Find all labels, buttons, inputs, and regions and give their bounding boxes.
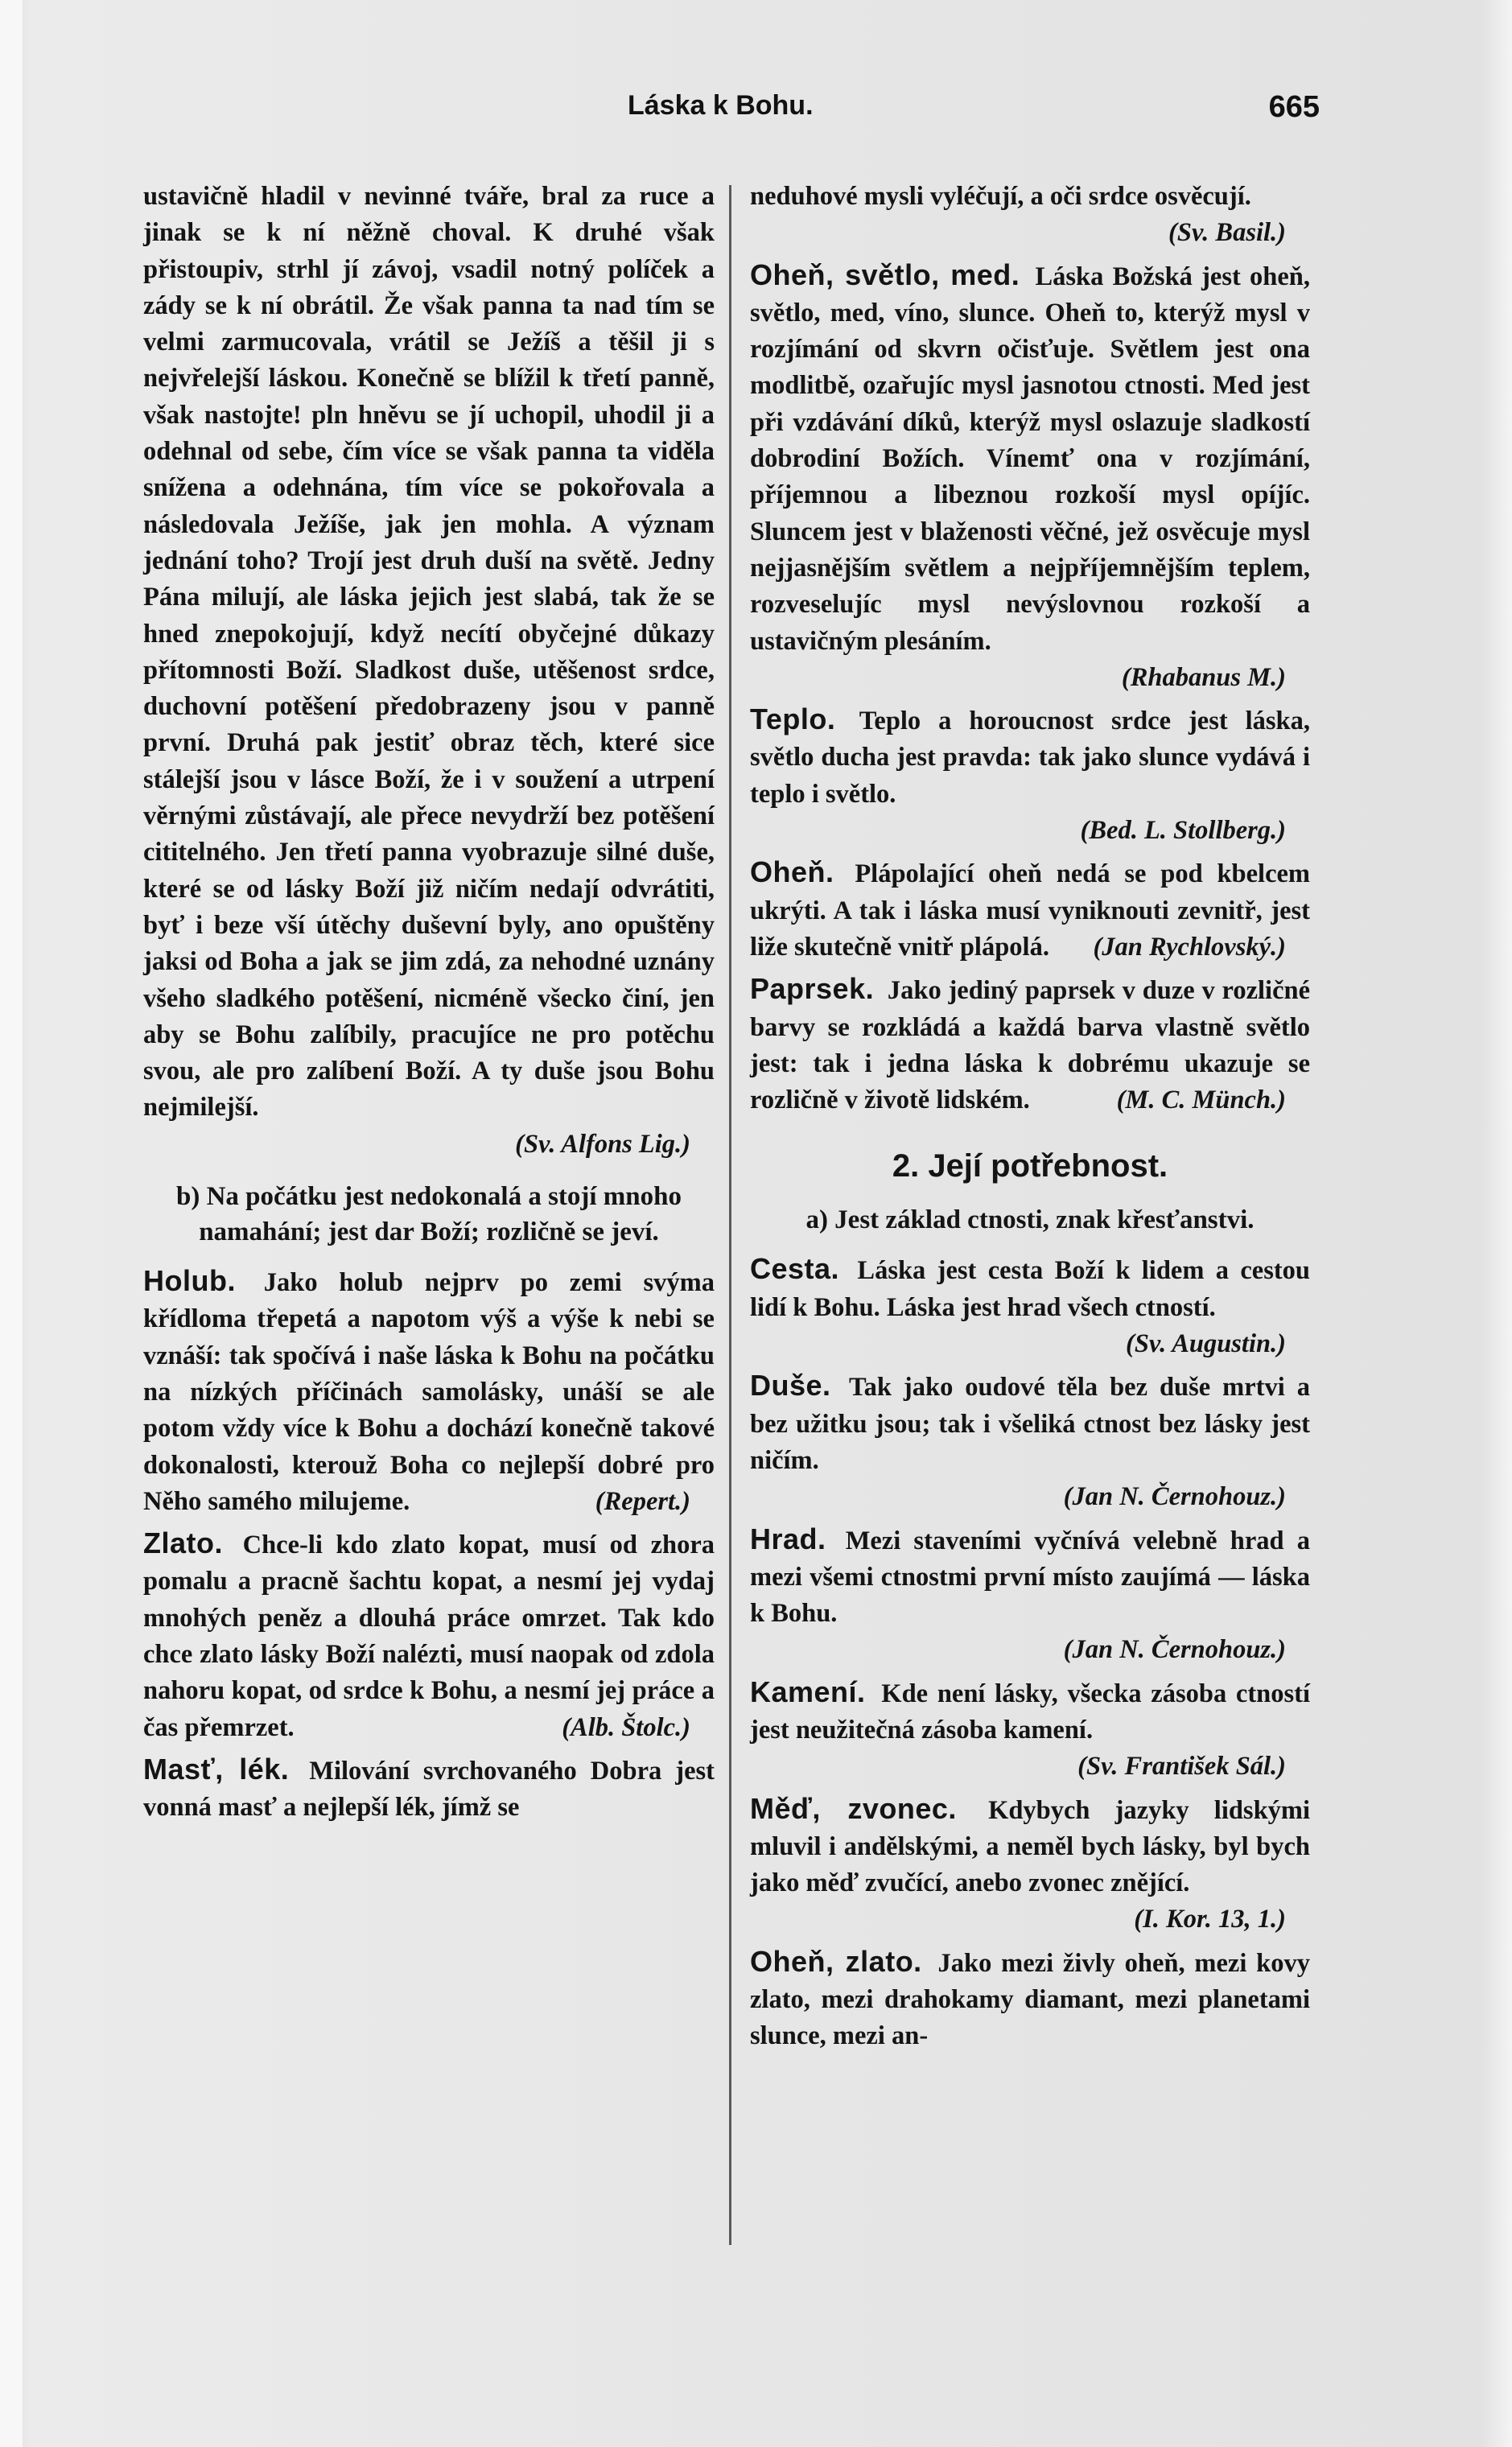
source-citation: (Jan N. Černohouz.) [1063,1482,1286,1512]
entry-keyword: Duše. [750,1369,831,1403]
entry-text: Mezi staveními vyčnívá velebně hrad a mezi všemi ctnostmi první místo zaujímá — láska k Bohu. [750,1526,1311,1629]
source-citation: (M. C. Münch.) [1116,1085,1286,1115]
entry-ohen [750,854,1310,966]
source-citation: (Sv. Augustin.) [1126,1329,1286,1359]
page-edge [0,0,23,2447]
entry-text: neduhové mysli vyléčují, a oči srdce osvěcují. [750,182,1251,211]
entry-text: Láska jest cesta Boží k lidem a cestou lidí k Bohu. Láska jest hrad všech ctností. [750,1256,1310,1322]
entry-keyword: Paprsek. [750,972,875,1006]
entry-text: Jako mezi živly oheň, mezi kovy zlato, mezi drahokamy diamant, mezi planetami slunce, mezi an- [750,1948,1311,2051]
subheading-a: a) Jest základ ctnosti, znak křesťanstvi. [805,1205,1255,1235]
entry-text: Tak jako oudové těla bez duše mrtvi a bez užitku jsou; tak i všeliká ctnost bez lásky jest ničím. [750,1373,1310,1475]
entry-keyword: Měď, zvonec. [750,1791,957,1825]
entry-text: Plápolající oheň nedá se pod kbelcem ukrýti. A tak i láska musí vyniknouti zevnitř, jest liže skutečně vnitř plápolá. [750,859,1310,962]
entry-holub [143,1263,715,1520]
source-citation: (Jan N. Černohouz.) [1063,1635,1286,1665]
entry-cesta [750,1250,1310,1359]
source-citation: (Jan Rychlovský.) [1093,932,1286,962]
column-divider [729,185,731,2245]
entry-hrad [750,1521,1310,1633]
entry-text: Chce-li kdo zlato kopat, musí od zhora pomalu a pracně šachtu kopat, a nesmí jej vydaj mnohých peněz a dlouhá práce omrzet. Tak kdo chce zlato lásky Boží nalézti, musí naopak od zdola nahoru kopat, od srdce k Bohu, a nesmí jej práce a čas přemrzet. [143,1530,715,1742]
entry-keyword: Teplo. [750,702,836,736]
source-citation: (Sv. Basil.) [1168,218,1286,248]
entry-keyword: Masť, lék. [143,1752,290,1786]
entry-text: Jako holub nejprv po zemi svýma křídloma třepetá a napotom výš a výše k nebi se vznáší: tak spočívá i naše láska k Bohu na počátku na nízkých příčinách samolásky, unáší se ale potom vždy více k Bohu a dochází konečně takové dokonalosti, kterouž Boha co nejlepší dobré pro Něho samého milujeme. [143,1268,715,1516]
entry-keyword: Hrad. [750,1522,826,1555]
paragraph [750,179,1310,248]
entry-keyword: Oheň. [750,855,834,889]
source-citation: (I. Kor. 13, 1.) [1134,1905,1286,1934]
entry-text: Teplo a horoucnost srdce jest láska, světlo ducha jest pravda: tak jako slunce vydává i teplo i světlo. [750,706,1310,809]
entry-med-zvonec [750,1790,1311,1934]
source-citation: (Bed. L. Stollberg.) [1080,816,1286,846]
entry-keyword: Oheň, světlo, med. [750,257,1020,291]
entry-mast [143,1751,715,1827]
left-column [143,179,715,1826]
entry-duse [750,1367,1310,1479]
section-title: 2. Její potřebnost. [892,1148,1168,1184]
entry-keyword: Oheň, zlato. [750,1944,922,1978]
entry-text: Milování svrchovaného Dobra jest vonná masť a nejlepší lék, jímž se [143,1756,715,1823]
entry-ohen-svetlo-med [750,257,1310,660]
entry-paprsek [750,970,1310,1118]
source-citation: (Alb. Štolc.) [562,1712,690,1742]
paragraph: ustavičně hladil v nevinné tváře, bral za ruce a jinak se k ní něžně choval. K druhé však přistoupiv, strhl jí závoj, vsadil notný políček a zády se k ní obrátil. Že však panna ta nad tím se velmi zarmucovala, vrátil se Ježíš a těšil ji s nejvřelejší láskou. Konečně se blížil k třetí panně, však nastojte! pln hněvu se jí uchopil, uhodil ji a odehnal od sebe, čím více se však panna ta viděla snížena a odehnána, tím více se pokořovala a následovala Ježíše, jak jen mohla. A význam jednání toho? Trojí jest druh duší na světě. Jedny Pána milují, ale láska jejich jest slabá, tak že se hned znepokojují, když necítí obyčejné důkazy přítomnosti Boží. Sladkost duše, utěšenost srdce, duchovní potěšení předobrazeny jsou v panně první. Druhá pak jestiť obraz těch, které sice stálejší jsou v lásce Boží, že i v soužení a utrpení věrnými zůstávají, ale přece nevydrží bez potěšení cititelného. Jen třetí panna vyobrazuje silné duše, které se od lásky Boží již ničím nedají odvrátiti, byť i beze vší útěchy duševní byly, ano opuštěny jaksi od Boha a jak se jim zdá, za nehodné uznány všeho sladkého potěšení, nicméně všecko činí, jen aby se Bohu zalíbily, pracujíce ne pro potěchu svou, ale pro zalíbení Boží. A ty duše jsou Bohu nejmilejší. [143,182,715,1123]
entry-kameni [750,1674,1311,1782]
running-title: Láska k Bohu. [628,90,814,121]
right-column [750,179,1310,2055]
source-citation: (Rhabanus M.) [1121,662,1286,692]
entry-ohen-zlato [750,1943,1310,2055]
entry-text: Láska Božská jest oheň, světlo, med, víno, slunce. Oheň to, kterýž mysl v rozjímání od skvrn očisťuje. Světlem jest ona modlitbě, ozařujíc mysl jasnotou ctnosti. Med jest při vzdávání díků, kterýž mysl oslazuje sladkostí dobrodiní Božích. Vínemť ona v rozjímání, příjemnou a libeznou rozkoší mysl opíjíc. Sluncem jest v blaženosti věčné, jež osvěcuje mysl nejjasnějším světlem a nejpříjemnějším teplem, rozveselujíc mysl nevýslovnou rozkoší a ustavičným plesáním. [750,262,1310,656]
entry-teplo [750,701,1310,813]
entry-text: Jako jediný paprsek v duze v rozličné barvy se rozkládá a každá barva vlastně světlo jest: tak i jedna láska k dobrému ukazuje se rozličně v životě lidském. [750,976,1310,1115]
source-citation: (Repert.) [595,1486,690,1516]
entry-keyword: Zlato. [143,1526,223,1560]
entry-text: Kde není lásky, všecka zásoba ctností jest neužitečná zásoba kamení. [750,1679,1311,1745]
entry-zlato [143,1525,715,1746]
entry-keyword: Kamení. [750,1675,866,1708]
page-number: 665 [1268,90,1320,124]
entry-text: Kdybych jazyky lidskými mluvil i andělskými, a neměl bych lásky, byl bych jako měď zvučící, anebo zvonec znějící. [750,1795,1311,1898]
page-header [145,90,1320,138]
entry-keyword: Holub. [143,1264,236,1298]
subheading-b: b) Na počátku jest nedokonalá a stojí mnoho namahání; jest dar Boží; rozličně se jeví. [176,1182,682,1247]
source-citation: (Sv. Alfons Lig.) [515,1129,690,1159]
source-citation: (Sv. František Sál.) [1077,1752,1286,1782]
entry-keyword: Cesta. [750,1252,840,1286]
